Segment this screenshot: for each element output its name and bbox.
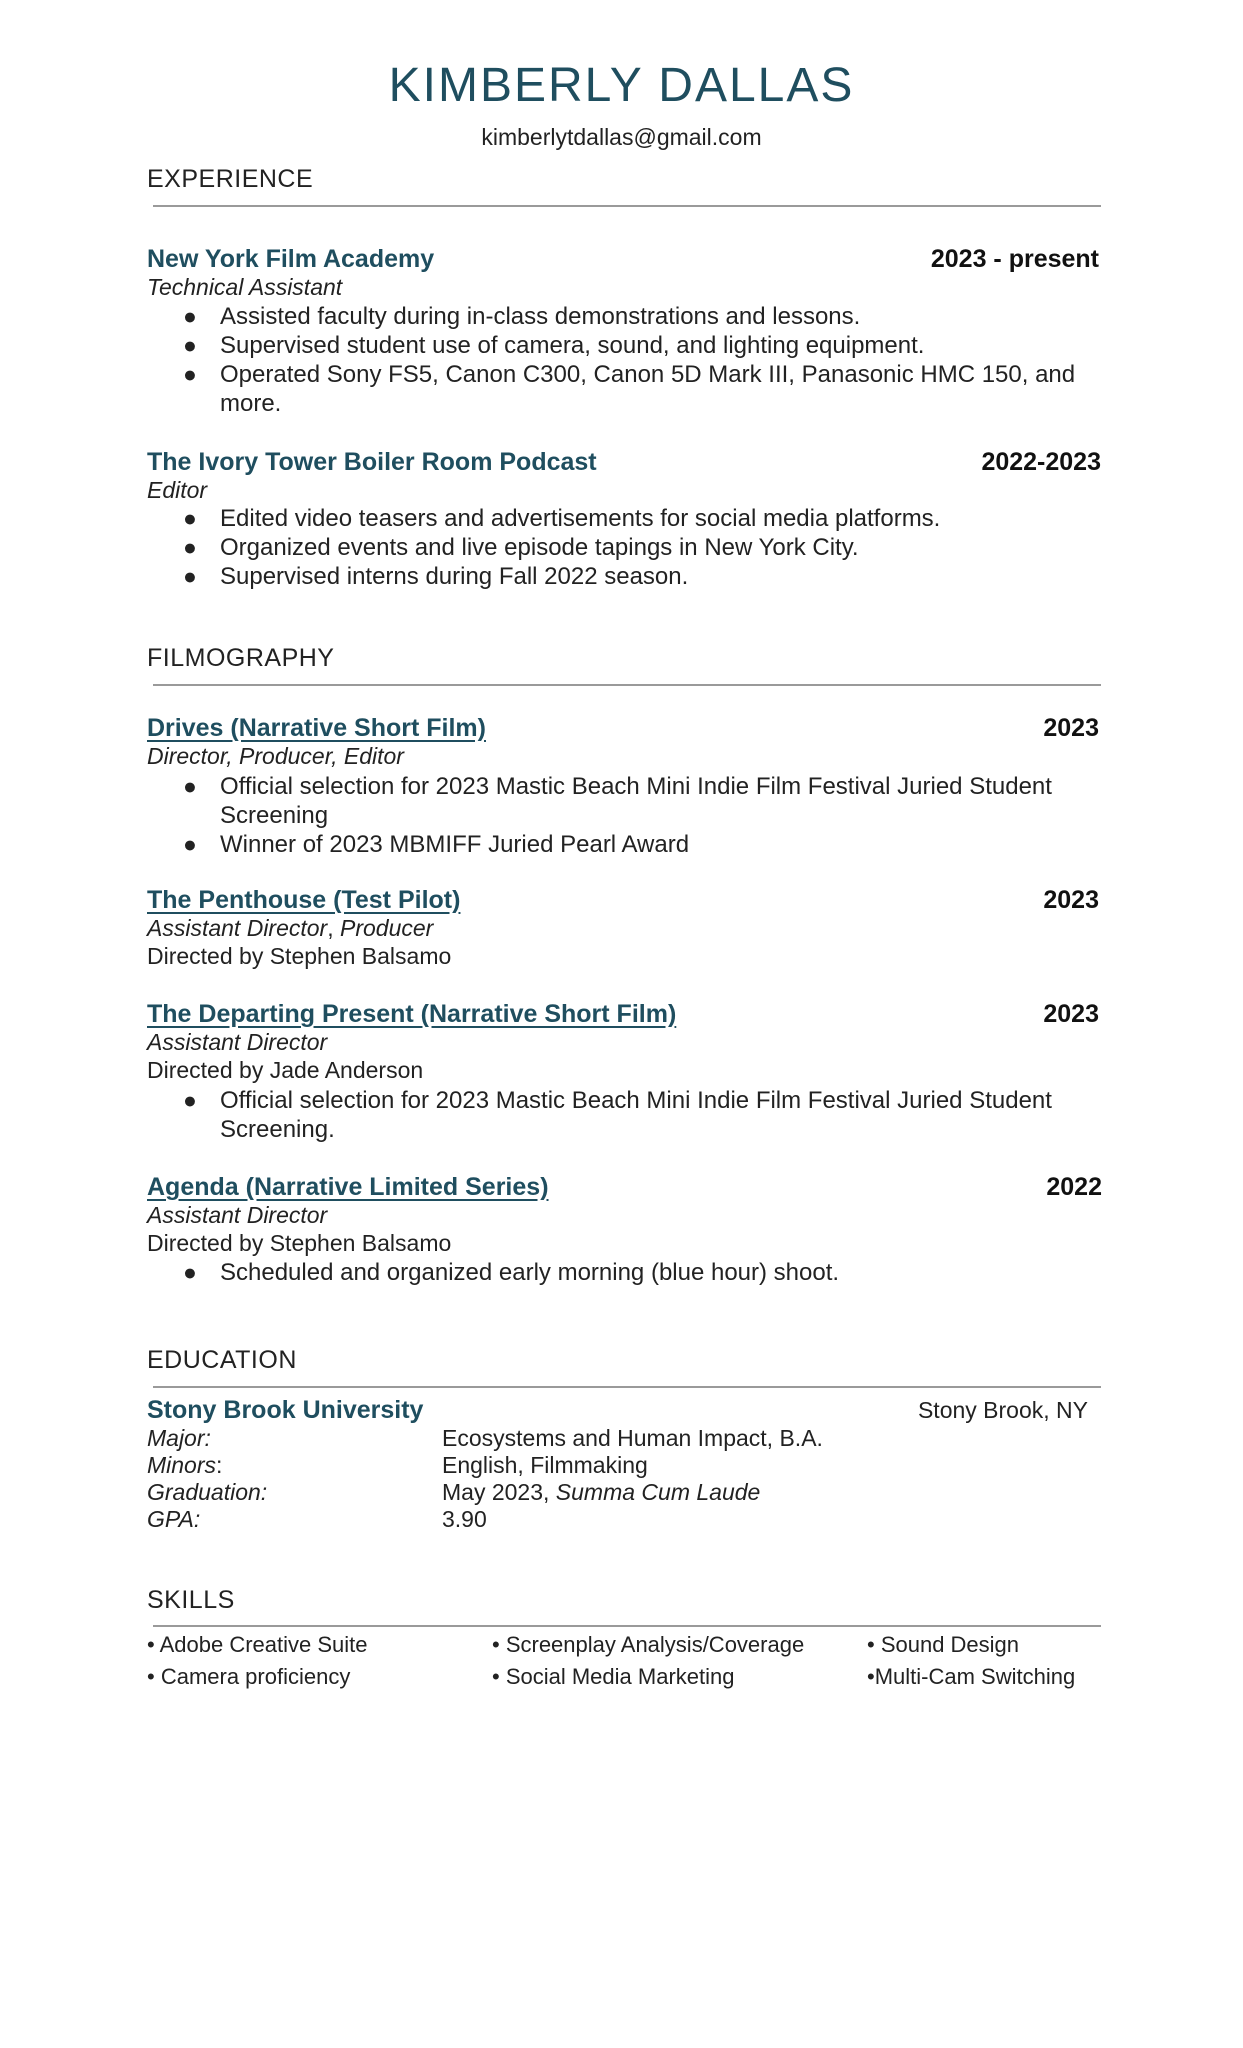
skill-item: •Multi-Cam Switching [867, 1664, 1076, 1689]
experience-bullet: Organized events and live episode tapings in New York City. [220, 534, 859, 561]
bullet-icon: ● [183, 1259, 197, 1285]
skill-item: • Camera proficiency [147, 1664, 351, 1689]
skill-item: • Screenplay Analysis/Coverage [492, 1632, 805, 1657]
section-title-skills: SKILLS [147, 1586, 235, 1614]
film-date: 2023 [1043, 886, 1099, 914]
section-title-education: EDUCATION [147, 1346, 297, 1374]
film-title-link[interactable]: Drives (Narrative Short Film) [147, 714, 486, 742]
education-label-graduation: Graduation: [147, 1479, 268, 1505]
experience-bullet: Supervised student use of camera, sound, and lighting equipment. [220, 332, 925, 359]
experience-org: The Ivory Tower Boiler Room Podcast [147, 448, 597, 476]
film-directed-by: Directed by Stephen Balsamo [147, 1230, 452, 1256]
section-divider [153, 1625, 1101, 1627]
education-label-gpa: GPA: [147, 1506, 201, 1532]
film-bullet: Official selection for 2023 Mastic Beach Mini Indie Film Festival Juried Student Screening [220, 773, 1052, 829]
experience-bullet: Assisted faculty during in-class demonstrations and lessons. [220, 303, 861, 330]
education-label-minors: Minors: [147, 1452, 223, 1478]
film-date: 2023 [1043, 714, 1099, 742]
film-title-link[interactable]: Agenda (Narrative Limited Series) [147, 1173, 549, 1201]
experience-role: Editor [147, 477, 208, 503]
education-value-minors: English, Filmmaking [442, 1452, 648, 1478]
section-divider [153, 205, 1101, 207]
film-role: Assistant Director, Producer [147, 915, 434, 941]
film-date: 2023 [1043, 1000, 1099, 1028]
film-bullet: Scheduled and organized early morning (blue hour) shoot. [220, 1259, 840, 1286]
section-title-experience: EXPERIENCE [147, 165, 314, 193]
film-role: Assistant Director [147, 1202, 328, 1228]
candidate-name: KIMBERLY DALLAS [388, 59, 855, 112]
experience-date: 2023 - present [930, 245, 1099, 273]
bullet-icon: ● [183, 361, 197, 387]
school-location: Stony Brook, NY [917, 1397, 1088, 1423]
bullet-icon: ● [183, 831, 197, 857]
skill-item: • Adobe Creative Suite [147, 1632, 368, 1657]
education-value-major: Ecosystems and Human Impact, B.A. [442, 1425, 823, 1451]
experience-role: Technical Assistant [147, 274, 343, 300]
bullet-icon: ● [183, 534, 197, 560]
film-directed-by: Directed by Jade Anderson [147, 1057, 424, 1083]
email-address[interactable]: kimberlytdallas@gmail.com [481, 124, 762, 150]
film-title-link[interactable]: The Penthouse (Test Pilot) [147, 886, 461, 914]
section-divider [153, 1386, 1101, 1388]
school-name: Stony Brook University [147, 1396, 424, 1424]
bullet-icon: ● [183, 505, 197, 531]
film-title-link[interactable]: The Departing Present (Narrative Short Film) [147, 1000, 677, 1028]
skill-item: • Social Media Marketing [492, 1664, 735, 1689]
experience-bullet: Operated Sony FS5, Canon C300, Canon 5D Mark III, Panasonic HMC 150, and more. [220, 361, 1076, 417]
section-divider [153, 684, 1101, 686]
film-directed-by: Directed by Stephen Balsamo [147, 943, 452, 969]
film-bullet: Official selection for 2023 Mastic Beach Mini Indie Film Festival Juried Student Screening. [220, 1087, 1052, 1143]
bullet-icon: ● [183, 332, 197, 358]
education-value-graduation: May 2023, Summa Cum Laude [442, 1479, 761, 1505]
film-date: 2022 [1046, 1173, 1102, 1201]
film-role: Director, Producer, Editor [147, 743, 404, 769]
education-label-major: Major: [147, 1425, 211, 1451]
bullet-icon: ● [183, 773, 197, 799]
experience-org: New York Film Academy [147, 245, 435, 273]
section-title-filmography: FILMOGRAPHY [147, 644, 335, 672]
bullet-icon: ● [183, 303, 197, 329]
film-role: Assistant Director [147, 1029, 328, 1055]
bullet-icon: ● [183, 563, 197, 589]
experience-date: 2022-2023 [981, 448, 1101, 476]
film-bullet: Winner of 2023 MBMIFF Juried Pearl Award [220, 831, 690, 858]
skill-item: • Sound Design [867, 1632, 1020, 1657]
bullet-icon: ● [183, 1087, 197, 1113]
experience-bullet: Edited video teasers and advertisements for social media platforms. [220, 505, 941, 532]
experience-bullet: Supervised interns during Fall 2022 season. [220, 563, 689, 590]
education-value-gpa: 3.90 [442, 1506, 487, 1532]
